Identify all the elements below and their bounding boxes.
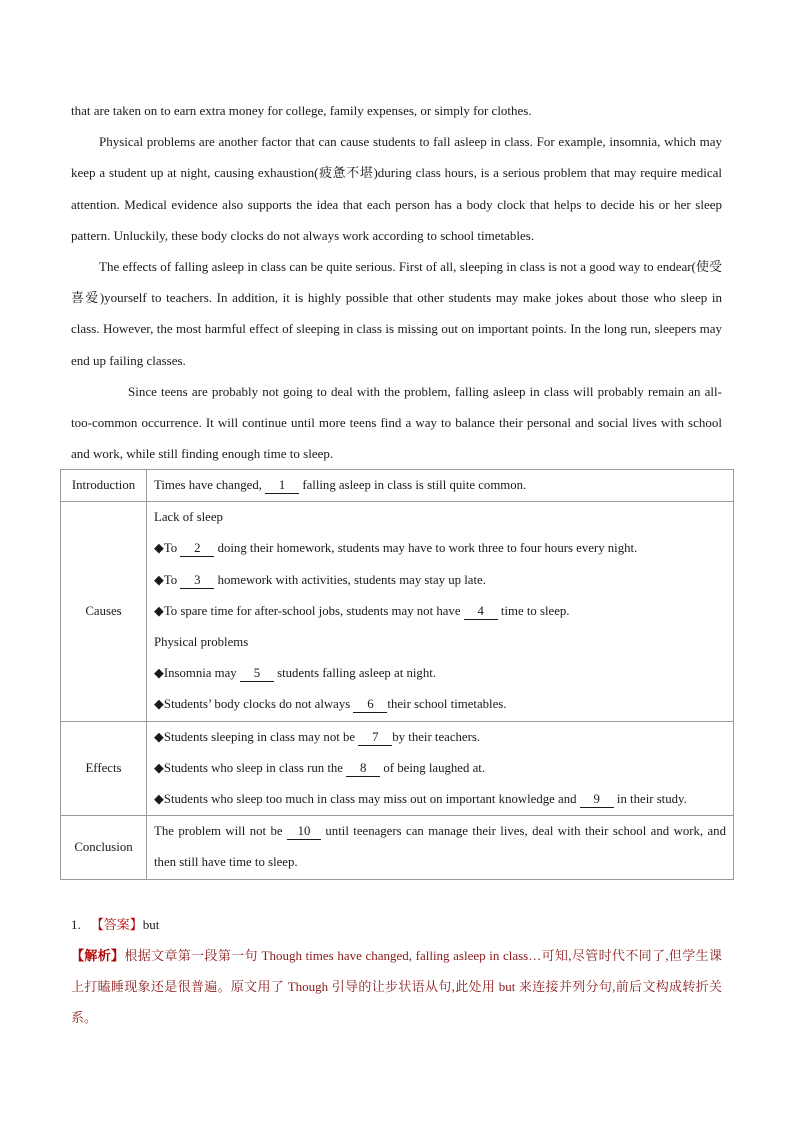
text-fragment: their school timetables. [387,697,507,712]
table-row-introduction [61,470,734,502]
text-fragment: homework with activities, students may stay up late. [214,572,486,587]
blank-8: 8 [346,760,380,777]
row-body-introduction [147,470,734,502]
text-fragment: ◆Students’ body clocks do not always [154,697,354,712]
text-fragment: of being laughed at. [380,760,486,775]
introduction-line [154,470,726,501]
table-row-causes [61,502,734,721]
cause-line-5 [154,689,726,720]
answer-tag: 【答案】 [90,917,143,932]
blank-5: 5 [240,665,274,682]
blank-1: 1 [265,477,299,494]
text-fragment: The problem will not be [154,824,287,839]
text-fragment: ◆Insomnia may [154,666,240,681]
effect-line-1 [154,722,726,753]
text-fragment: by their teachers. [392,729,481,744]
blank-4: 4 [464,603,498,620]
row-body-causes [147,502,734,721]
analysis-block [71,940,722,1034]
effect-line-3 [154,784,726,815]
row-head-introduction: Introduction [61,470,147,502]
row-body-conclusion [147,816,734,879]
blank-6: 6 [353,696,387,713]
question-number: 1. [71,917,81,932]
row-head-causes: Causes [61,502,147,721]
text-fragment: ◆To spare time for after-school jobs, students may not have [154,603,464,618]
analysis-tag: 【解析】 [71,948,125,963]
effect-line-2 [154,753,726,784]
text-fragment: ◆To [154,541,181,556]
blank-2: 2 [180,540,214,557]
summary-table [60,469,734,880]
table-row-conclusion [61,816,734,879]
text-fragment: Times have changed, [154,478,266,492]
text-fragment: time to sleep. [497,603,570,618]
passage-paragraph-0: that are taken on to earn extra money for college, family expenses, or simply for clothes. [71,103,532,118]
table-row-effects [61,721,734,816]
passage [71,95,722,469]
cause-line-1 [154,533,726,564]
row-head-conclusion: Conclusion [61,816,147,879]
text-fragment: ◆To [154,572,181,587]
passage-paragraph-1: Physical problems are another factor that can cause students to fall asleep in class. For example, insomnia, which may keep a student up at night, causing exhaustion(疲惫不堪)during class hours, is a serious problem that may require medical attention. Medical evidence also supports the idea that each person has a body clock that helps to decide his or her sleep pattern. Unluckily, these body clocks do not always work according to school timetables. [71,134,722,243]
blank-3: 3 [180,572,214,589]
blank-9: 9 [580,791,614,808]
causes-subheading-2: Physical problems [154,635,249,650]
answer-value: but [142,917,160,932]
text-fragment: in their study. [613,792,687,807]
text-fragment: students falling asleep at night. [273,666,436,681]
row-head-effects: Effects [61,721,147,816]
text-fragment: doing their homework, students may have to work three to four hours every night. [214,541,638,556]
conclusion-line [154,816,726,878]
row-body-effects [147,721,734,816]
blank-7: 7 [358,729,392,746]
passage-paragraph-2: The effects of falling asleep in class can be quite serious. First of all, sleeping in class is not a good way to endear(使受喜爱)yourself to teachers. In addition, it is highly possible that other students may make jokes about those who sleep in class. However, the most harmful effect of sleeping in class is missing out on important points. In the long run, sleepers may end up failing classes. [71,259,723,368]
causes-subheading-1: Lack of sleep [154,510,223,525]
text-fragment: ◆Students who sleep in class run the [154,760,347,775]
text-fragment: until teenagers can manage their lives, deal with their school and work, and then still have time to sleep. [154,824,726,870]
cause-line-2 [154,565,726,596]
blank-10: 10 [287,823,321,840]
answer-line [71,909,722,940]
text-fragment: ◆Students sleeping in class may not be [154,729,359,744]
text-fragment: falling asleep in class is still quite common. [299,478,527,492]
analysis-text: 根据文章第一段第一句 Though times have changed, falling asleep in class…可知,尽管时代不同了,但学生课上打瞌睡现象还是很普遍。原文用了 Though 引导的让步状语从句,此处用 but 来连接并列分句,前后文构成转折关系。 [71,948,722,1026]
cause-line-4 [154,658,726,689]
cause-line-3 [154,596,726,627]
passage-paragraph-3: Since teens are probably not going to deal with the problem, falling asleep in class will probably remain an all-too-common occurrence. It will continue until more teens find a way to balance their personal and social lives with school and work, while still finding enough time to sleep. [71,383,722,462]
text-fragment: ◆Students who sleep too much in class may miss out on important knowledge and [154,792,580,807]
